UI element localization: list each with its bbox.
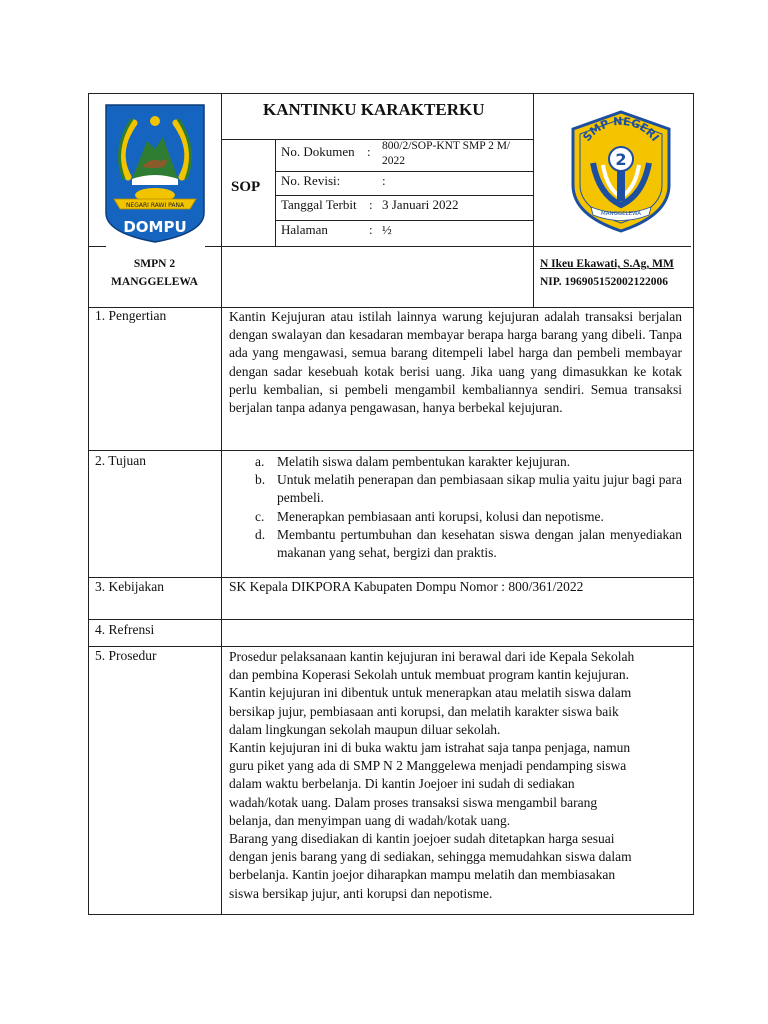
meta-no-revisi-value: : bbox=[382, 173, 386, 188]
section-label-refrensi: 4. Refrensi bbox=[95, 622, 155, 637]
prosedur-line: wadah/kotak uang. Dalam proses transaksi siswa mengambil barang bbox=[229, 794, 598, 810]
section-divider-4 bbox=[88, 646, 694, 647]
section-label-tujuan: 2. Tujuan bbox=[95, 453, 147, 468]
official-name: N Ikeu Ekawati, S.Ag, MM bbox=[540, 258, 674, 270]
sop-document bbox=[88, 93, 694, 915]
list-item-marker: b. bbox=[255, 472, 266, 488]
page-title: KANTINKU KARAKTERKU bbox=[263, 100, 485, 119]
meta-halaman-label: Halaman bbox=[281, 222, 328, 237]
school-name-line2: MANGGELEWA bbox=[111, 276, 198, 288]
smp-arc-text: SMP NEGERI bbox=[580, 114, 662, 144]
dompu-banner-text: NEGARI RAWI PANA bbox=[125, 202, 185, 209]
prosedur-line: berbelanja. Kantin joejor diharapkan mampu melatih dan membiasakan bbox=[229, 867, 616, 883]
dompu-regency-emblem-icon bbox=[102, 101, 208, 244]
label-column-divider bbox=[221, 93, 222, 915]
smp-bottom-text: MANGGELEWA bbox=[600, 211, 642, 217]
meta-no-revisi-label: No. Revisi: bbox=[281, 173, 341, 188]
section-label-pengertian: 1. Pengertian bbox=[95, 308, 167, 323]
section-divider-1 bbox=[88, 450, 694, 451]
prosedur-line: belanja, dan menyimpan uang di wadah/kotak uang. bbox=[229, 812, 511, 828]
meta-halaman-sep: : bbox=[369, 222, 373, 237]
meta-no-dokumen-sep: : bbox=[367, 144, 371, 159]
prosedur-line: dengan jenis barang yang di sediakan, sehingga memudahkan siswa dalam bbox=[229, 849, 632, 865]
dompu-caption: DOMPU bbox=[123, 218, 187, 236]
meta-no-dokumen-label: No. Dokumen bbox=[281, 144, 355, 159]
meta-tanggal-terbit-label: Tanggal Terbit bbox=[281, 197, 357, 212]
logo-row-divider bbox=[205, 246, 691, 247]
meta-divider-1 bbox=[275, 171, 533, 172]
pengertian-paragraph: Kantin Kejujuran atau istilah lainnya warung kejujuran adalah transaksi berjalan dengan swalayan dan kesadaran membayar berapa harga barang yang dibeli. Tanpa ada yang mengawasi, semua barang ditempeli label harga dan pembeli membayar dengan sadar kesebuah kotak berisi uang. Jika uang yang dimasukkan ke kotak perlu kembalian, si pembeli mengambil kembaliannya sendiri. Semua transaksi berjalan tanpa adanya pengawasan, hanya berbekal kejujuran. bbox=[229, 309, 682, 416]
prosedur-line: guru piket yang ada di SMP N 2 Manggelewa menjadi pendamping siswa bbox=[229, 758, 627, 774]
smp-negeri-2-emblem-icon bbox=[565, 109, 677, 235]
section-divider-2 bbox=[88, 577, 694, 578]
smp-number: 2 bbox=[615, 150, 627, 169]
section-label-kebijakan: 3. Kebijakan bbox=[95, 579, 164, 594]
meta-no-dokumen-value-line1: 800/2/SOP-KNT SMP 2 M/ bbox=[382, 140, 511, 152]
list-item bbox=[229, 508, 682, 526]
meta-tanggal-terbit-value: 3 Januari 2022 bbox=[382, 197, 459, 212]
sop-label: SOP bbox=[231, 179, 261, 195]
prosedur-line: dalam waktu berbelanja. Di kantin Joejoer ini sudah di sediakan bbox=[229, 776, 575, 792]
prosedur-line: dan pembina Koperasi Sekolah untuk membuat program kantin kejujuran. bbox=[229, 667, 630, 683]
list-item-marker: c. bbox=[255, 508, 265, 524]
list-item-marker: d. bbox=[255, 526, 266, 542]
prosedur-line: bersikap jujur, pembiasaan anti korupsi, dan melatih karakter siswa baik bbox=[229, 703, 619, 719]
list-item-text: Menerapkan pembiasaan anti korupsi, kolusi dan nepotisme. bbox=[277, 508, 604, 524]
right-header-divider bbox=[533, 93, 534, 307]
prosedur-line: Prosedur pelaksanaan kantin kejujuran ini berawal dari ide Kepala Sekolah bbox=[229, 649, 635, 664]
list-item bbox=[229, 471, 682, 507]
section-label-prosedur: 5. Prosedur bbox=[95, 648, 157, 663]
school-name-line1: SMPN 2 bbox=[133, 258, 176, 270]
section-text-kebijakan: SK Kepala DIKPORA Kabupaten Dompu Nomor : 800/361/2022 bbox=[229, 579, 584, 594]
section-text-prosedur bbox=[229, 648, 689, 903]
meta-tanggal-terbit-sep: : bbox=[369, 197, 373, 212]
list-item bbox=[229, 453, 682, 471]
prosedur-line: dalam lingkungan sekolah maupun diluar sekolah. bbox=[229, 721, 501, 737]
sop-divider bbox=[275, 139, 276, 246]
list-item-text: Membantu pertumbuhan dan kesehatan siswa dengan jalan menyediakan makanan yang sehat, bergizi dan praktis. bbox=[277, 526, 682, 561]
meta-divider-3 bbox=[275, 220, 533, 221]
official-nip: NIP. 196905152002122006 bbox=[540, 276, 668, 288]
section-divider-3 bbox=[88, 619, 694, 620]
section-text-pengertian bbox=[229, 308, 682, 417]
meta-halaman-value: ½ bbox=[382, 222, 392, 237]
prosedur-line: Kantin kejujuran ini di buka waktu jam istrahat saja tanpa penjaga, namun bbox=[229, 740, 631, 756]
meta-divider-2 bbox=[275, 195, 533, 196]
logo-row-divider-left bbox=[88, 246, 106, 247]
section-list-tujuan bbox=[229, 453, 682, 562]
meta-no-dokumen-value-line2: 2022 bbox=[382, 155, 405, 167]
prosedur-line: Kantin kejujuran ini dibentuk untuk menerapkan atau melatih siswa dalam bbox=[229, 685, 632, 701]
list-item-text: Melatih siswa dalam pembentukan karakter kejujuran. bbox=[277, 454, 571, 469]
list-item bbox=[229, 526, 682, 562]
prosedur-line: siswa bersikap jujur, anti korupsi dan nepotisme. bbox=[229, 885, 493, 901]
prosedur-line: Barang yang disediakan di kantin joejoer sudah ditetapkan harga sesuai bbox=[229, 831, 615, 847]
list-item-text: Untuk melatih penerapan dan pembiasaan sikap mulia yaitu jujur bagi para pembeli. bbox=[277, 472, 682, 506]
list-item-marker: a. bbox=[255, 454, 265, 469]
